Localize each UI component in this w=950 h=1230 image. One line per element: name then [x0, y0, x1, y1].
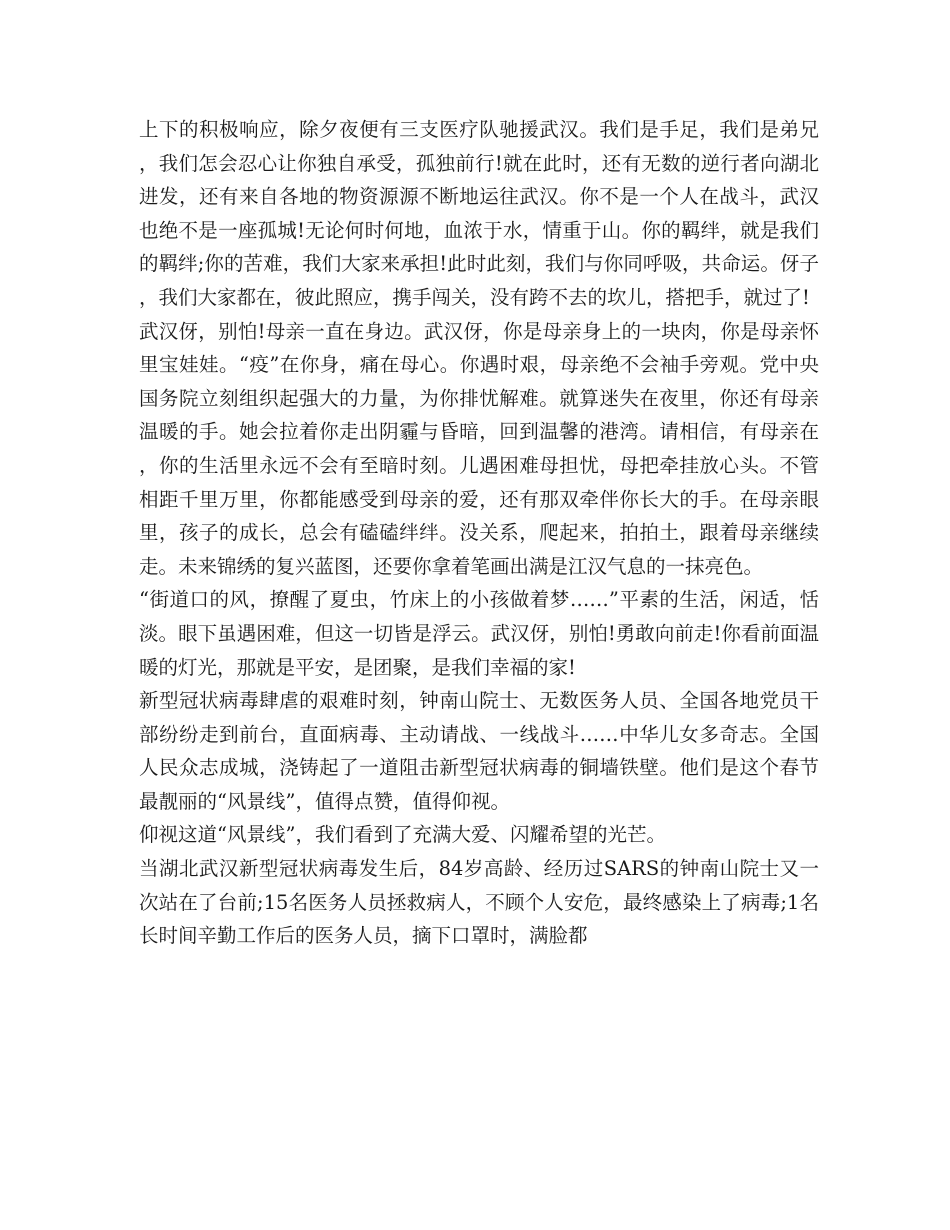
paragraph: 武汉伢，别怕!母亲一直在身边。武汉伢，你是母亲身上的一块肉，你是母亲怀里宝娃娃。“疫”在你身，痛在母心。你遇时艰，母亲绝不会袖手旁观。党中央国务院立刻组织起强大的力量，为你排忧解难。就算迷失在夜里，你还有母亲温暖的手。她会拉着你走出阴霾与昏暗，回到温馨的港湾。请相信，有母亲在，你的生活里永远不会有至暗时刻。儿遇困难母担忧，母把牵挂放心头。不管相距千里万里，你都能感受到母亲的爱，还有那双牵伴你长大的手。在母亲眼里，孩子的成长，总会有磕磕绊绊。没关系，爬起来，拍拍土，跟着母亲继续走。未来锦绣的复兴蓝图，还要你拿着笔画出满是江汉气息的一抹亮色。	[139, 319, 819, 578]
paragraph: “街道口的风，撩醒了夏虫，竹床上的小孩做着梦……”平素的生活，闲适，恬淡。眼下虽遇困难，但这一切皆是浮云。武汉伢，别怕!勇敢向前走!你看前面温暖的灯光，那就是平安，是团聚，是我们幸福的家!	[139, 588, 819, 679]
document-body	[139, 113, 819, 953]
paragraph: 仰视这道“风景线”，我们看到了充满大爱、闪耀希望的光芒。	[139, 823, 666, 847]
paragraph: 上下的积极响应，除夕夜便有三支医疗队驰援武汉。我们是手足，我们是弟兄，我们怎会忍心让你独自承受，孤独前行!就在此时，还有无数的逆行者向湖北进发，还有来自各地的物资源源不断地运往武汉。你不是一个人在战斗，武汉也绝不是一座孤城!无论何时何地，血浓于水，情重于山。你的羁绊，就是我们的羁绊;你的苦难，我们大家来承担!此时此刻，我们与你同呼吸，共命运。伢子，我们大家都在，彼此照应，携手闯关，没有跨不去的坎儿，搭把手，就过了!	[139, 118, 819, 309]
paragraph: 当湖北武汉新型冠状病毒发生后，84岁高龄、经历过SARS的钟南山院士又一次站在了台前;15名医务人员拯救病人，不顾个人安危，最终感染上了病毒;1名长时间辛勤工作后的医务人员，摘下口罩时，满脸都	[139, 857, 819, 948]
paragraph: 新型冠状病毒肆虐的艰难时刻，钟南山院士、无数医务人员、全国各地党员干部纷纷走到前台，直面病毒、主动请战、一线战斗……中华儿女多奇志。全国人民众志成城，浇铸起了一道阻击新型冠状病毒的铜墙铁壁。他们是这个春节最靓丽的“风景线”，值得点赞，值得仰视。	[139, 689, 819, 813]
